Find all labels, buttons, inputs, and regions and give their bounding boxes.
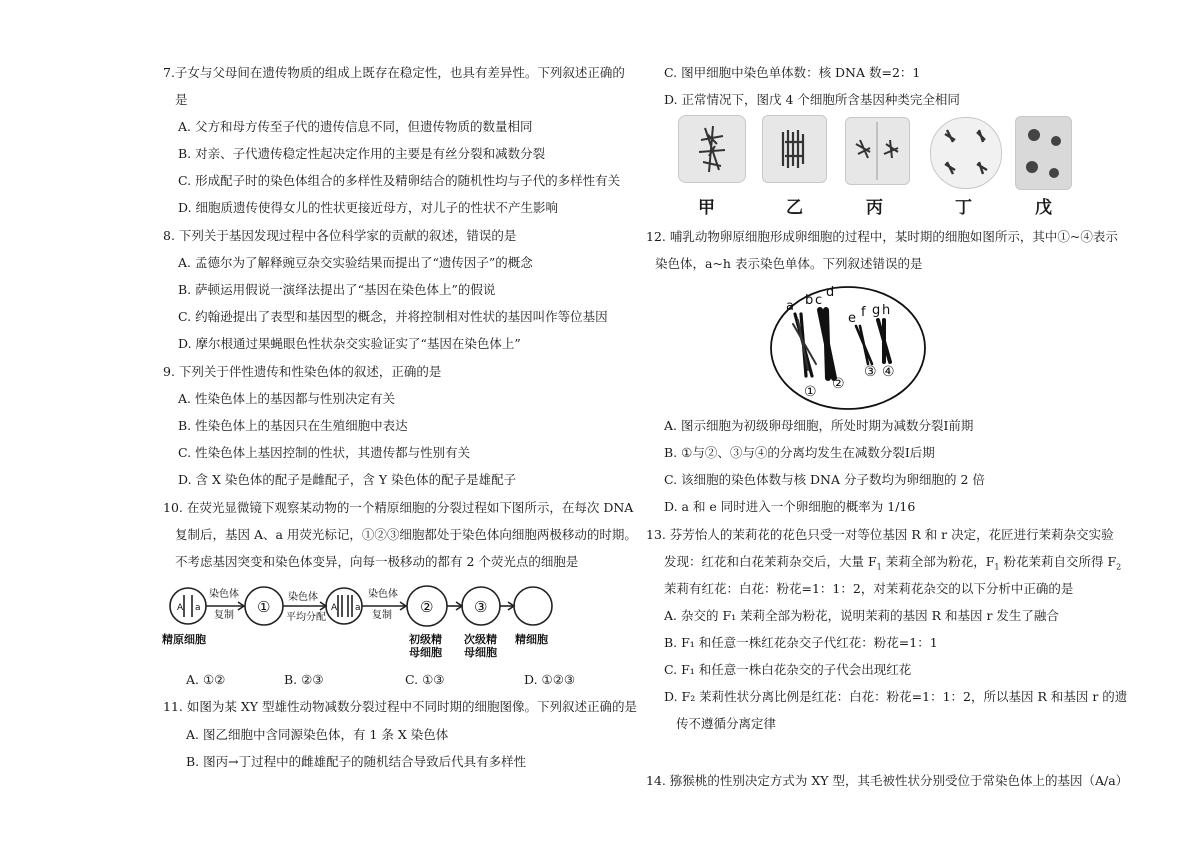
q12-stem-line2: 染色体，a~h 表示染色单体。下列叙述错误的是 [655,256,923,271]
q10-stem-line1: 10. 在荧光显微镜下观察某动物的一个精原细胞的分裂过程如下图所示，在每次 DNA [163,500,634,515]
q9-option-d: D. 含 X 染色体的配子是雌配子，含 Y 染色体的配子是雄配子 [178,472,517,487]
q9-option-a: A. 性染色体上的基因都与性别决定有关 [178,391,395,406]
svg-text:A: A [177,603,184,613]
q10-option-d: D. ①②③ [524,672,576,687]
q13-option-a: A. 杂交的 F₁ 茉莉全部为粉花，说明茉莉的基因 R 和基因 r 发生了融合 [664,608,1059,623]
q8-option-d: D. 摩尔根通过果蝇眼色性状杂交实验证实了“基因在染色体上” [178,336,521,351]
q10-option-c: C. ①③ [405,672,445,687]
label-secondary-l2: 母细胞 [464,646,497,659]
q11-stem: 11. 如图为某 XY 型雄性动物减数分裂过程中不同时期的细胞图像。下列叙述正确的是 [163,699,637,714]
q7-option-a: A. 父方和母方传至子代的遗传信息不同，但遗传物质的数量相同 [178,119,533,134]
chromatid-g: g [872,303,881,318]
micrograph-bing [845,117,910,185]
q7-stem-line1: 7.子女与父母间在遗传物质的组成上既存在稳定性，也具有差异性。下列叙述正确的 [163,65,625,80]
step3-label-top: 染色体 [368,589,398,600]
chromatid-h: h [882,303,891,318]
q11-option-d: D. 正常情况下，图戊 4 个细胞所含基因种类完全相同 [664,92,960,107]
q9-stem: 9. 下列关于伴性遗传和性染色体的叙述，正确的是 [163,364,442,379]
caption-ding: 丁 [955,198,972,218]
chromatid-a: a [786,299,794,314]
label-sperm: 精细胞 [515,633,548,646]
label-secondary-l1: 次级精 [464,633,497,646]
step2-label-top: 染色体 [288,592,318,603]
label-primary-l1: 初级精 [409,633,442,646]
q13-option-d-line2: 传不遵循分离定律 [676,716,777,731]
chromatid-c: c [815,293,823,308]
q12-stem-line1: 12. 哺乳动物卵原细胞形成卵细胞的过程中，某时期的细胞如图所示，其中①~④表示 [646,229,1118,244]
q11-option-b: B. 图丙→丁过程中的雌雄配子的随机结合导致后代具有多样性 [186,754,527,769]
q7-stem-line2: 是 [175,92,188,107]
chromatid-b: b [805,293,814,308]
chromosome-2: ② [832,376,845,392]
label-primary-l2: 母细胞 [409,646,442,659]
chromosome-4: ④ [882,364,895,380]
spermatogenesis-diagram [160,580,570,660]
cell1-number: ① [257,598,271,616]
q8-option-a: A. 孟德尔为了解释豌豆杂交实验结果而提出了“遗传因子”的概念 [178,255,533,270]
q7-option-d: D. 细胞质遗传使得女儿的性状更接近母方，对儿子的性状不产生影响 [178,200,559,215]
q13-stem-line1: 13. 芬芳怡人的茉莉花的花色只受一对等位基因 R 和 r 决定，花匠进行茉莉杂交实验 [646,527,1114,542]
caption-jia: 甲 [698,198,715,218]
step3-label-bottom: 复制 [372,610,392,621]
micrograph-wu [1015,116,1072,190]
micrograph-jia [678,115,746,183]
cell2-number: ② [420,598,434,616]
caption-wu: 戊 [1035,198,1052,218]
chromatid-e: e [848,311,856,326]
q13-option-d: D. F₂ 茉莉性状分离比例是红花：白花：粉花=1：1：2，所以基因 R 和基因 r 的遗 [664,689,1128,704]
spermatogonium-cell [170,588,206,624]
caption-yi: 乙 [786,198,803,218]
micrograph-ding [930,117,1002,189]
chromosome-1: ① [804,384,817,400]
svg-text:A: A [331,603,338,613]
svg-text:a: a [355,603,361,613]
q12-option-b: B. ①与②、③与④的分离均发生在减数分裂Ⅰ后期 [664,445,935,460]
q10-stem-line2: 复制后，基因 A、a 用荧光标记，①②③细胞都处于染色体向细胞两极移动的时期。 [175,527,637,542]
sperm-cell [514,587,552,625]
q8-option-b: B. 萨顿运用假说一演绎法提出了“基因在染色体上”的假说 [178,282,496,297]
q9-option-b: B. 性染色体上的基因只在生殖细胞中表达 [178,418,408,433]
oocyte-chromosome-diagram [768,284,928,412]
chromosome-3: ③ [864,364,877,380]
q12-option-c: C. 该细胞的染色体数与核 DNA 分子数均为卵细胞的 2 倍 [664,472,985,487]
micrograph-yi [762,115,827,183]
step1-label-bottom: 复制 [214,610,234,621]
step1-label-top: 染色体 [209,589,239,600]
q13-stem-line3: 茉莉有红花：白花：粉花=1：1：2，对茉莉花杂交的以下分析中正确的是 [664,581,1074,596]
q10-option-a: A. ①② [186,672,226,687]
q11-option-a: A. 图乙细胞中含同源染色体，有 1 条 X 染色体 [186,727,449,742]
q13-option-c: C. F₁ 和任意一株白花杂交的子代会出现红花 [664,662,912,677]
q10-stem-line3: 不考虑基因突变和染色体变异，向每一极移动的都有 2 个荧光点的细胞是 [175,554,579,569]
label-spermatogonium: 精原细胞 [162,633,206,646]
q7-option-c: C. 形成配子时的染色体组合的多样性及精卵结合的随机性均与子代的多样性有关 [178,173,621,188]
svg-text:a: a [195,603,201,613]
q13-option-b: B. F₁ 和任意一株红花杂交子代红花：粉花=1：1 [664,635,938,650]
chromatid-f: f [861,305,866,320]
q9-option-c: C. 性染色体上基因控制的性状，其遗传都与性别有关 [178,445,471,460]
q14-stem: 14. 猕猴桃的性别决定方式为 XY 型，其毛被性状分别受位于常染色体上的基因（A/a） [646,773,1129,788]
q12-option-d: D. a 和 e 同时进入一个卵细胞的概率为 1/16 [664,499,916,514]
step2-label-bottom: 平均分配 [286,612,326,623]
q7-option-b: B. 对亲、子代遗传稳定性起决定作用的主要是有丝分裂和减数分裂 [178,146,546,161]
q8-stem: 8. 下列关于基因发现过程中各位科学家的贡献的叙述，错误的是 [163,228,517,243]
chromatid-d: d [826,285,835,300]
q11-option-c: C. 图甲细胞中染色单体数：核 DNA 数=2：1 [664,65,921,80]
caption-bing: 丙 [866,198,883,218]
cell3-number: ③ [474,598,488,616]
q10-option-b: B. ②③ [284,672,324,687]
q8-option-c: C. 约翰逊提出了表型和基因型的概念，并将控制相对性状的基因叫作等位基因 [178,309,608,324]
q12-option-a: A. 图示细胞为初级卵母细胞，所处时期为减数分裂Ⅰ前期 [664,418,974,433]
q13-stem-line2: 发现：红花和白花茉莉杂交后，大量 $F_1$ 茉莉全部为粉花，$F_1$ 粉花茉莉自交所得 $F_2$ [664,554,1122,572]
